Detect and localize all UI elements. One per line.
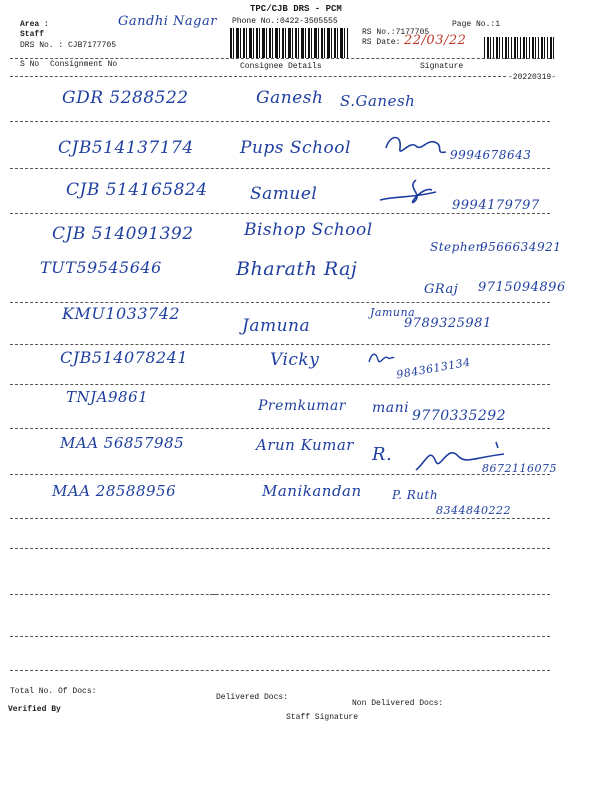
row-8-consignment: TNJA9861 xyxy=(66,388,149,406)
rs-date-handwritten: 22/03/22 xyxy=(404,33,467,48)
row-6-phone: 9789325981 xyxy=(404,316,492,331)
row-1-signature: S.Ganesh xyxy=(340,92,416,110)
row-10-consignment: MAA 28588956 xyxy=(52,482,177,500)
row-3-consignee: Samuel xyxy=(250,184,318,204)
row-6-consignment: KMU1033742 xyxy=(62,304,181,323)
row-7-signature-scribble xyxy=(366,348,396,368)
rs-no: RS No.:7177705 xyxy=(362,28,430,37)
row-8-phone: 9770335292 xyxy=(412,408,507,424)
divider xyxy=(10,58,550,59)
page-number: Page No.:1 xyxy=(452,20,501,29)
column-consignment: Consignment No xyxy=(50,60,118,69)
delivered-docs-label: Delivered Docs: xyxy=(216,693,289,702)
row-divider xyxy=(10,636,550,637)
row-1-consignee: Ganesh xyxy=(256,88,324,108)
total-docs-label: Total No. Of Docs: xyxy=(10,687,97,696)
row-divider xyxy=(10,213,550,214)
column-consignee: Consignee Details xyxy=(240,62,322,71)
row-9-phone: 8672116075 xyxy=(482,462,557,475)
row-9-consignee: Arun Kumar xyxy=(256,436,354,454)
row-divider xyxy=(10,474,550,475)
row-5-phone: 9715094896 xyxy=(478,280,566,295)
row-9-signature: R. xyxy=(372,444,393,465)
row-9-consignment: MAA 56857985 xyxy=(60,434,185,452)
row-1-consignment: GDR 5288522 xyxy=(62,88,189,108)
row-divider xyxy=(10,428,550,429)
phone-number: Phone No.:0422-3505555 xyxy=(232,17,338,26)
row-5-consignee: Bharath Raj xyxy=(236,258,358,280)
staff-label: Staff xyxy=(20,30,45,39)
row-4-signature: Stephen xyxy=(430,240,484,254)
row-7-phone: 9843613134 xyxy=(395,355,472,382)
row-divider xyxy=(10,168,550,169)
drs-no-value: CJB7177705 xyxy=(68,41,117,50)
row-7-consignee: Vicky xyxy=(270,350,320,370)
row-3-consignment: CJB 514165824 xyxy=(66,180,208,200)
non-delivered-docs-label: Non Delivered Docs: xyxy=(352,699,444,708)
row-6-signature: Jamuna xyxy=(370,306,416,319)
row-10-consignee: Manikandan xyxy=(262,482,362,500)
row-10-signature: P. Ruth xyxy=(392,488,439,502)
row-4-consignment: CJB 514091392 xyxy=(52,224,194,244)
row-2-signature-scribble xyxy=(380,130,450,162)
row-divider xyxy=(10,594,550,595)
area-label: Area : xyxy=(20,20,49,29)
barcode xyxy=(230,28,348,58)
tick-mark xyxy=(210,594,216,595)
rs-date-label: RS Date: xyxy=(362,38,401,47)
verified-by-label: Verified By xyxy=(8,705,61,714)
column-signature: Signature xyxy=(420,62,464,71)
row-divider xyxy=(10,670,550,671)
staff-signature-label: Staff Signature xyxy=(286,713,359,722)
document-title: TPC/CJB DRS - PCM xyxy=(250,4,342,14)
row-8-signature: mani xyxy=(372,400,410,416)
row-6-consignee: Jamuna xyxy=(242,316,311,336)
row-4-phone: 9566634921 xyxy=(480,240,562,254)
row-4-consignee: Bishop School xyxy=(244,220,373,240)
row-divider xyxy=(10,384,550,385)
row-10-phone: 8344840222 xyxy=(436,504,511,517)
row-divider xyxy=(10,344,550,345)
row-divider xyxy=(10,548,550,549)
date-stamp: -20220319- xyxy=(508,73,557,82)
barcode-small xyxy=(484,37,554,59)
row-2-phone: 9994678643 xyxy=(450,148,532,162)
drs-no-label: DRS No. : xyxy=(20,41,64,50)
row-2-consignment: CJB514137174 xyxy=(58,138,194,158)
row-3-phone: 9994179797 xyxy=(452,198,540,213)
row-3-signature-scribble xyxy=(376,174,446,208)
row-5-signature: GRaj xyxy=(424,282,459,297)
column-sno: S No xyxy=(20,60,40,69)
row-divider xyxy=(10,121,550,122)
row-8-consignee: Premkumar xyxy=(258,398,346,414)
row-divider xyxy=(10,302,550,303)
row-divider xyxy=(10,518,550,519)
divider xyxy=(10,76,506,77)
area-handwritten: Gandhi Nagar xyxy=(118,14,217,29)
row-5-consignment: TUT59545646 xyxy=(40,258,162,277)
row-7-consignment: CJB514078241 xyxy=(60,348,189,367)
row-2-consignee: Pups School xyxy=(240,138,351,158)
